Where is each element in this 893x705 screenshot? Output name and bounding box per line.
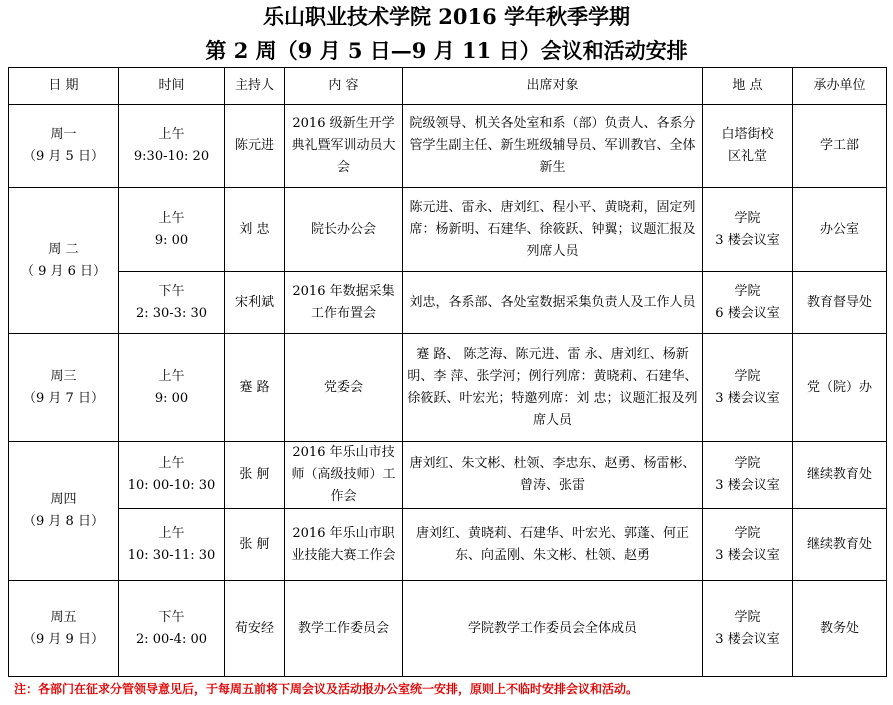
period: 下午 <box>158 609 185 625</box>
header-organizer: 承办单位 <box>793 68 887 105</box>
time-cell <box>119 272 225 334</box>
time-cell <box>119 188 225 272</box>
day-date: （9 月 8 日） <box>23 514 104 529</box>
content-cell: 2016 年数据采集工作布置会 <box>285 272 403 334</box>
time-cell <box>119 581 225 677</box>
period: 上午 <box>158 368 185 384</box>
header-row <box>9 68 887 105</box>
day-name: 周一 <box>50 127 77 142</box>
organizer-cell: 学工部 <box>793 105 887 188</box>
day-name: 周 二 <box>48 241 79 257</box>
period: 下午 <box>158 283 185 299</box>
header-content: 内 容 <box>285 68 403 105</box>
day-date: （9 月 7 日） <box>23 390 104 406</box>
host-cell: 陈元进 <box>225 105 285 188</box>
organizer-cell: 继续教育处 <box>793 509 887 581</box>
table-row <box>9 188 887 272</box>
attendees-cell: 陈元进、雷永、唐刘红、程小平、黄晓莉，固定列席：杨新明、石建华、徐筱跃、钟翼；议题汇报及列席人员 <box>403 188 703 272</box>
content-cell: 2016 年乐山市技师（高级技师）工作会 <box>285 442 403 509</box>
location-line2: 3 楼会议室 <box>715 631 780 647</box>
host-cell: 张 舸 <box>225 442 285 509</box>
day-name: 周五 <box>50 609 77 625</box>
table-row <box>9 334 887 442</box>
time-cell <box>119 105 225 188</box>
location-line1: 学院 <box>734 368 761 384</box>
period: 上午 <box>158 127 185 142</box>
content-cell: 2016 年乐山市职业技能大赛工作会 <box>285 509 403 581</box>
location-cell <box>703 442 793 509</box>
location-line2: 3 楼会议室 <box>715 232 780 248</box>
location-line1: 学院 <box>734 283 761 299</box>
time-cell <box>119 509 225 581</box>
time-range: 10: 00-10: 30 <box>127 478 216 493</box>
location-line1: 学院 <box>734 609 761 625</box>
organizer-cell: 办公室 <box>793 188 887 272</box>
host-cell: 蹇 路 <box>225 334 285 442</box>
location-line1: 学院 <box>734 525 761 541</box>
time-cell <box>119 334 225 442</box>
location-line2: 6 楼会议室 <box>715 305 780 321</box>
attendees-cell: 蹇 路、 陈芝海、陈元进、雷 永、唐刘红、杨新明、李 萍、张学河；例行列席：黄晓莉、石建华、徐筱跃、叶宏光；特邀列席：刘 忠；议题汇报及列席人员 <box>403 334 703 442</box>
day-date: （ 9 月 6 日） <box>20 263 107 279</box>
location-cell <box>703 334 793 442</box>
table-row <box>9 581 887 677</box>
content-cell: 党委会 <box>285 334 403 442</box>
day-name: 周三 <box>50 368 77 384</box>
footnote: 注：各部门在征求分管领导意见后，于每周五前将下周会议及活动报办公室统一安排，原则上不临时安排会议和活动。 <box>14 682 639 696</box>
attendees-cell: 刘忠，各系部、各处室数据采集负责人及工作人员 <box>403 272 703 334</box>
time-range: 9: 00 <box>154 390 189 406</box>
attendees-cell: 唐刘红、朱文彬、杜领、李忠东、赵勇、杨雷彬、曾涛、张雷 <box>403 442 703 509</box>
header-date: 日 期 <box>9 68 119 105</box>
host-cell: 刘 忠 <box>225 188 285 272</box>
page-title: 乐山职业技术学院 2016 学年秋季学期 <box>262 4 631 29</box>
attendees-cell: 学院教学工作委员会全体成员 <box>403 581 703 677</box>
organizer-cell: 教育督导处 <box>793 272 887 334</box>
table-row <box>9 105 887 188</box>
day-cell <box>9 188 119 334</box>
location-cell <box>703 105 793 188</box>
day-date: （9 月 9 日） <box>23 631 104 647</box>
location-cell <box>703 509 793 581</box>
day-cell <box>9 442 119 581</box>
organizer-cell: 教务处 <box>793 581 887 677</box>
day-cell <box>9 334 119 442</box>
day-cell <box>9 105 119 188</box>
period: 上午 <box>158 210 185 226</box>
header-time: 时间 <box>119 68 225 105</box>
table-row <box>9 272 887 334</box>
location-line2: 区礼堂 <box>727 149 767 164</box>
period: 上午 <box>158 456 185 471</box>
time-range: 2: 00-4: 00 <box>135 631 208 647</box>
content-cell: 2016 级新生开学典礼暨军训动员大会 <box>285 105 403 188</box>
location-cell <box>703 272 793 334</box>
time-cell <box>119 442 225 509</box>
attendees-cell: 院级领导、机关各处室和系（部）负责人、各系分管学生副主任、新生班级辅导员、军训教官、全体新生 <box>403 105 703 188</box>
location-line1: 学院 <box>734 210 761 226</box>
header-location: 地 点 <box>703 68 793 105</box>
time-range: 9: 00 <box>154 232 189 248</box>
host-cell: 荀安经 <box>225 581 285 677</box>
content-cell: 教学工作委员会 <box>285 581 403 677</box>
location-line2: 3 楼会议室 <box>715 547 780 563</box>
day-name: 周四 <box>50 492 77 507</box>
organizer-cell: 继续教育处 <box>793 442 887 509</box>
table-row <box>9 509 887 581</box>
location-line1: 白塔街校 <box>721 127 774 142</box>
location-cell <box>703 188 793 272</box>
organizer-cell: 党（院）办 <box>793 334 887 442</box>
location-cell <box>703 581 793 677</box>
day-date: （9 月 5 日） <box>23 149 104 164</box>
host-cell: 张 舸 <box>225 509 285 581</box>
table-row <box>9 442 887 509</box>
header-host: 主持人 <box>225 68 285 105</box>
time-range: 9:30-10: 20 <box>133 149 210 164</box>
page-subtitle: 第 2 周（9 月 5 日—9 月 11 日）会议和活动安排 <box>205 38 688 63</box>
day-cell <box>9 581 119 677</box>
header-attendees: 出席对象 <box>403 68 703 105</box>
period: 上午 <box>158 525 185 541</box>
time-range: 10: 30-11: 30 <box>127 547 216 563</box>
host-cell: 宋利斌 <box>225 272 285 334</box>
location-line1: 学院 <box>734 456 761 471</box>
time-range: 2: 30-3: 30 <box>135 305 208 321</box>
title-block <box>0 2 893 68</box>
schedule-table <box>8 67 887 677</box>
content-cell: 院长办公会 <box>285 188 403 272</box>
location-line2: 3 楼会议室 <box>715 390 780 406</box>
attendees-cell: 唐刘红、黄晓莉、石建华、叶宏光、郭蓬、何正东、向孟刚、朱文彬、杜领、赵勇 <box>403 509 703 581</box>
location-line2: 3 楼会议室 <box>715 478 780 493</box>
